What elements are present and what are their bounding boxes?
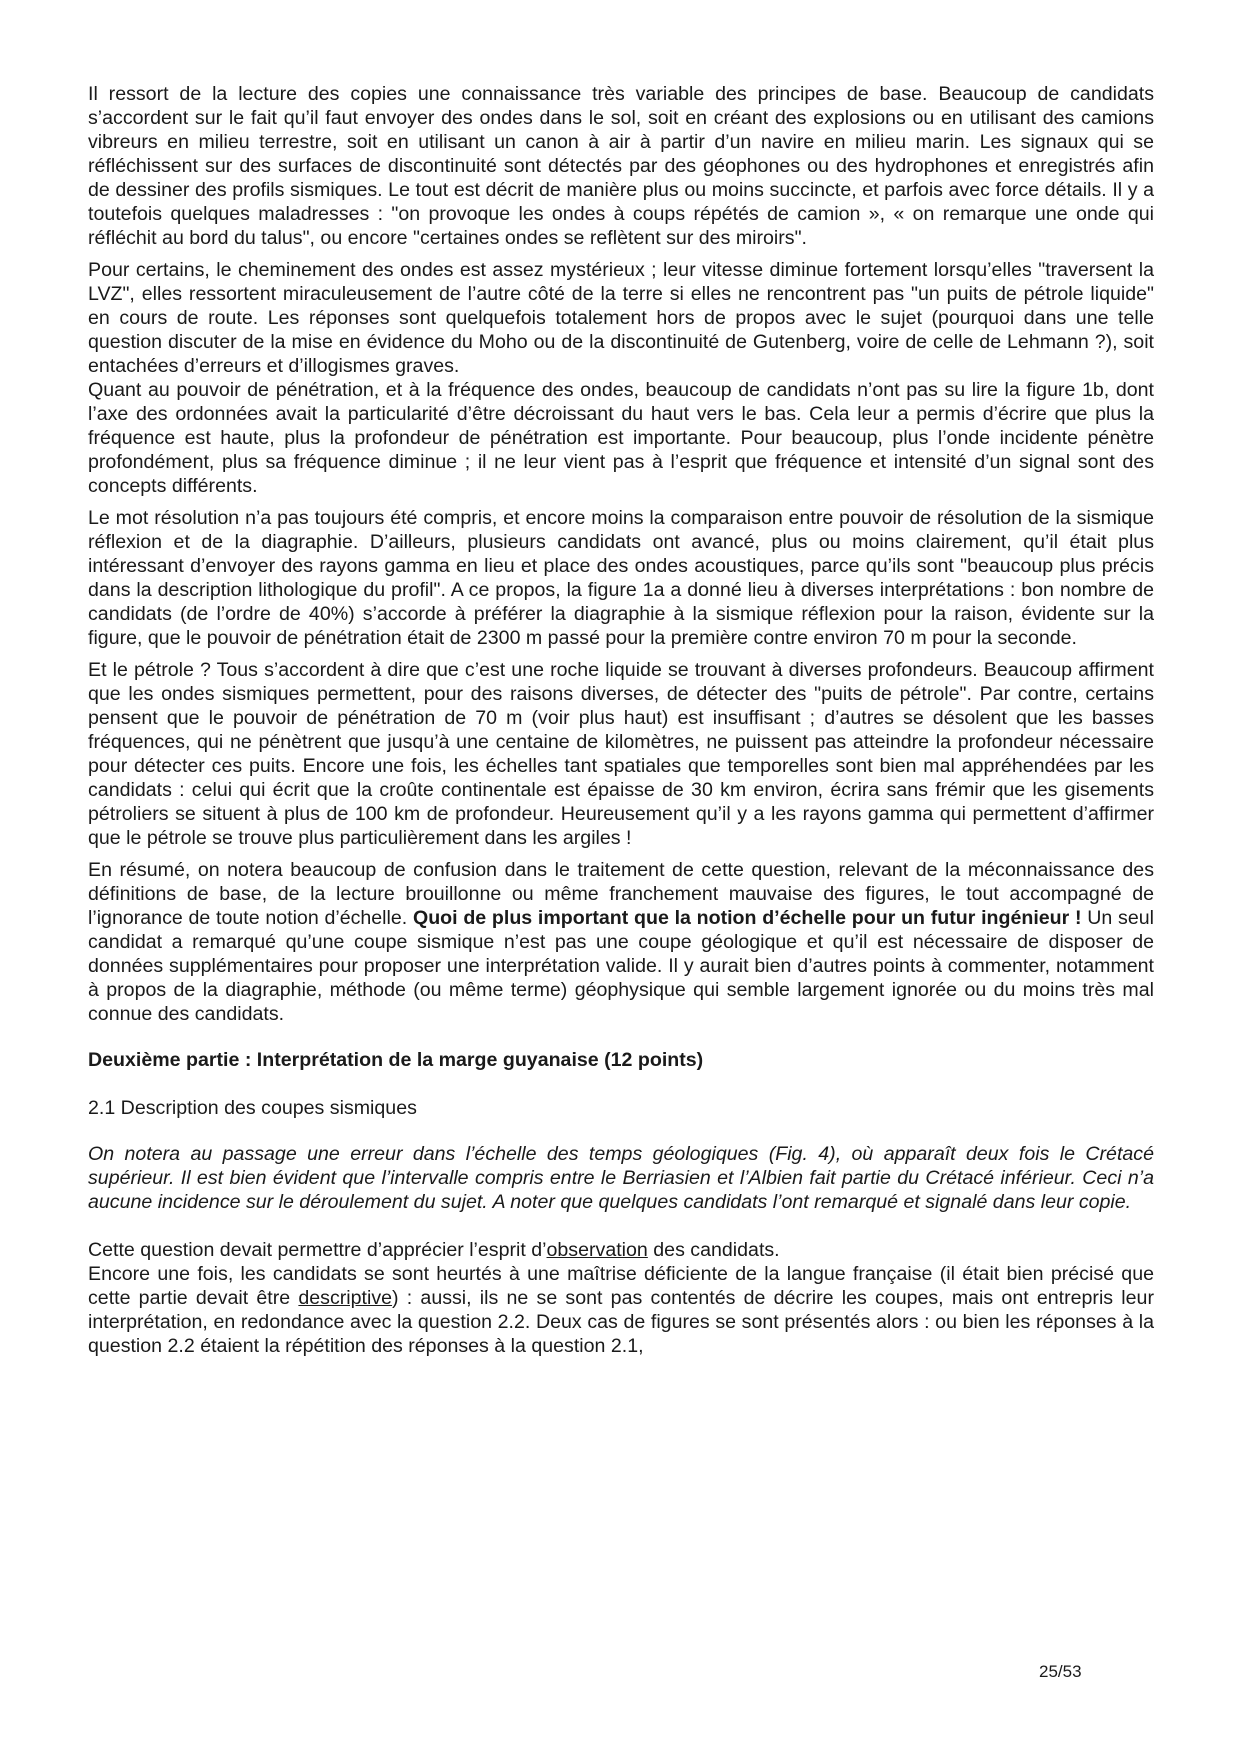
paragraph-descriptive: [88, 1262, 1154, 1358]
final-text-1: Encore une fois, les candidats se sont heurtés à une maîtrise déficiente de la langue française (il était bien précisé que cette partie devait être: [88, 1263, 1154, 1309]
section-heading: Deuxième partie : Interprétation de la marge guyanaise (12 points): [88, 1049, 704, 1071]
page-number: 25/53: [1039, 1662, 1082, 1681]
observation-underlined: observation: [546, 1239, 648, 1261]
paragraph-penetration: Quant au pouvoir de pénétration, et à la fréquence des ondes, beaucoup de candidats n’ont pas su lire la figure 1b, dont l’axe des ordonnées avait la particularité d’être décroissant du haut vers le bas. Cela leur a permis d’écrire que plus la fréquence est haute, plus la profondeur de pénétration est importante. Pour beaucoup, plus l’onde incidente pénètre profondément, plus sa fréquence diminue ; il ne leur vient pas à l’esprit que fréquence et intensité d’un signal sont des concepts différents.: [88, 379, 1154, 497]
summary-text-2: Un seul candidat a remarqué qu’une coupe sismique n’est pas une coupe géologique et qu’il est nécessaire de disposer de données supplémentaires pour proposer une interprétation valide. Il y aurait bien d’autres points à commenter, notamment à propos de la diagraphie, méthode (ou même terme) géophysique qui semble largement ignorée ou du moins très mal connue des candidats.: [88, 907, 1154, 1025]
summary-bold-text: Quoi de plus important que la notion d’échelle pour un futur ingénieur !: [412, 907, 1082, 929]
paragraph-petroleum: Et le pétrole ? Tous s’accordent à dire que c’est une roche liquide se trouvant à diverses profondeurs. Beaucoup affirment que les ondes sismiques permettent, pour des raisons diverses, de détecter des "puits de pétrole". Par contre, certains pensent que le pouvoir de pénétration de 70 m (voir plus haut) est insuffisant ; d’autres se désolent que les basses fréquences, qui ne pénètrent que jusqu’à une centaine de kilomètres, ne puissent pas atteindre la profondeur nécessaire pour détecter ces puits. Encore une fois, les échelles tant spatiales que temporelles sont bien mal appréhendées par les candidats : celui qui écrit que la croûte continentale est épaisse de 30 km environ, écrira sans frémir que les gisements pétroliers se situent à plus de 100 km de profondeur. Heureusement qu’il y a les rayons gamma qui permettent d’affirmer que le pétrole se trouve plus particulièrement dans les argiles !: [88, 659, 1154, 849]
italic-note: On notera au passage une erreur dans l’échelle des temps géologiques (Fig. 4), où apparaît deux fois le Crétacé supérieur. Il est bien évident que l’intervalle compris entre le Berriasien et l’Albien fait partie du Crétacé inférieur. Ceci n’a aucune incidence sur le déroulement du sujet. A noter que quelques candidats l’ont remarqué et signalé dans leur copie.: [88, 1143, 1154, 1213]
paragraph-principles: Il ressort de la lecture des copies une connaissance très variable des principes de base. Beaucoup de candidats s’accordent sur le fait qu’il faut envoyer des ondes dans le sol, soit en créant des explosions ou en utilisant des camions vibreurs en milieu terrestre, soit en utilisant un canon à air à partir d’un navire en milieu marin. Les signaux qui se réfléchissent sur des surfaces de discontinuité sont détectés par des géophones ou des hydrophones et enregistrés afin de dessiner des profils sismiques. Le tout est décrit de manière plus ou moins succincte, et parfois avec force détails. Il y a toutefois quelques maladresses : "on provoque les ondes à coups répétés de camion », « on remarque une onde qui réfléchit au bord du talus", ou encore "certaines ondes se reflètent sur des miroirs".: [88, 83, 1154, 249]
document-body: [88, 82, 1154, 1366]
observation-text-1: Cette question devait permettre d’apprécier l’esprit d’: [88, 1239, 547, 1261]
summary-text-1: En résumé, on notera beaucoup de confusion dans le traitement de cette question, relevant de la méconnaissance des définitions de base, de la lecture brouillonne ou même franchement mauvaise des figures, le tout accompagné de l’ignorance de toute notion d’échelle.: [88, 859, 1154, 929]
paragraph-observation: [88, 1238, 1154, 1262]
observation-text-2: des candidats.: [647, 1239, 780, 1261]
final-text-2: ) : aussi, ils ne se sont pas contentés de décrire les coupes, mais ont entrepris leur interprétation, en redondance avec la question 2.2. Deux cas de figures se sont présentés alors : ou bien les réponses à la question 2.2 étaient la répétition des réponses à la question 2.1,: [88, 1287, 1154, 1357]
paragraph-summary: [88, 858, 1154, 1026]
paragraph-wave-path: Pour certains, le cheminement des ondes est assez mystérieux ; leur vitesse diminue fortement lorsqu’elles "traversent la LVZ", elles ressortent miraculeusement de l’autre côté de la terre si elles ne rencontrent pas "un puits de pétrole liquide" en cours de route. Les réponses sont quelquefois totalement hors de propos avec le sujet (pourquoi dans une telle question discuter de la mise en évidence du Moho ou de la discontinuité de Gutenberg, voire de celle de Lehmann ?), soit entachées d’erreurs et d’illogismes graves.: [88, 259, 1154, 377]
final-underlined: descriptive: [298, 1287, 393, 1309]
subsection-heading: 2.1 Description des coupes sismiques: [88, 1097, 417, 1119]
paragraph-resolution: Le mot résolution n’a pas toujours été compris, et encore moins la comparaison entre pouvoir de résolution de la sismique réflexion et de la diagraphie. D’ailleurs, plusieurs candidats ont avancé, plus ou moins clairement, qu’il était plus intéressant d’envoyer des rayons gamma en lieu et place des ondes acoustiques, parce qu’ils sont "beaucoup plus précis dans la description lithologique du profil". A ce propos, la figure 1a a donné lieu à diverses interprétations : bon nombre de candidats (de l’ordre de 40%) s’accorde à préférer la diagraphie à la sismique réflexion pour la raison, évidente sur la figure, que le pouvoir de pénétration était de 2300 m passé pour la première contre environ 70 m pour la seconde.: [88, 507, 1154, 649]
